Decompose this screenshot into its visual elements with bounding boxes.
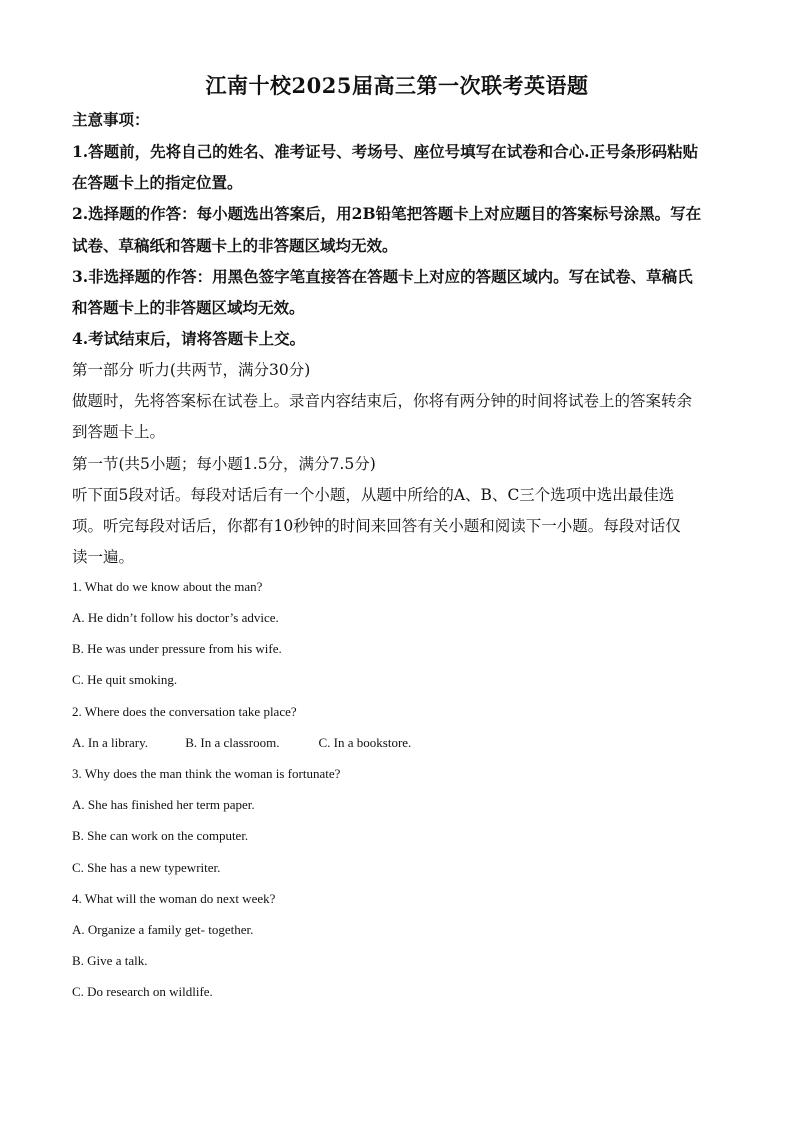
notice-line: 1.答题前，先将自己的姓名、准考证号、考场号、座位号填写在试卷和合心.正号条形码粘贴: [72, 142, 699, 161]
answer-option: B. In a classroom.: [185, 735, 280, 750]
section1-instruction: 听下面5段对话。每段对话后有一个小题，从题中所给的A、B、C三个选项中选出最佳选: [72, 486, 675, 504]
notice-heading: 主意事项：: [72, 110, 150, 129]
answer-option: C. She has a new typewriter.: [72, 860, 221, 875]
part1-instruction: 到答题卡上。: [72, 423, 166, 441]
notice-line: 4.考试结束后，请将答题卡上交。: [72, 329, 306, 348]
notice-line: 试卷、草稿纸和答题卡上的非答题区域均无效。: [72, 236, 398, 255]
part1-instruction: 做题时，先将答案标在试卷上。录音内容结束后，你将有两分钟的时间将试卷上的答案转余: [72, 392, 693, 410]
answer-options-row: [72, 735, 732, 751]
question-stem: 4. What will the woman do next week?: [72, 891, 276, 906]
notice-line: 在答题卡上的指定位置。: [72, 173, 243, 192]
notice-line: 和答题卡上的非答题区域均无效。: [72, 298, 305, 317]
answer-option: C. He quit smoking.: [72, 672, 178, 687]
notice-line: 3.非选择题的作答：用黑色签字笔直接答在答题卡上对应的答题区域内。写在试卷、草稿氏: [72, 267, 693, 286]
section1-heading: 第一节(共5小题；每小题1.5分，满分7.5分): [72, 455, 376, 473]
answer-option: A. She has finished her term paper.: [72, 797, 255, 812]
answer-option: B. Give a talk.: [72, 953, 148, 968]
answer-option: B. He was under pressure from his wife.: [72, 641, 282, 656]
section1-instruction: 读一遍。: [72, 548, 135, 566]
question-stem: 3. Why does the man think the woman is fortunate?: [72, 766, 341, 781]
answer-option: A. He didn’t follow his doctor’s advice.: [72, 610, 279, 625]
answer-option: C. Do research on wildlife.: [72, 984, 213, 999]
answer-option: B. She can work on the computer.: [72, 828, 249, 843]
question-stem: 2. Where does the conversation take place?: [72, 704, 297, 719]
question-stem: 1. What do we know about the man?: [72, 579, 263, 594]
answer-option: A. In a library.: [72, 735, 149, 750]
exam-title: 江南十校2025届高三第一次联考英语题: [205, 73, 589, 98]
answer-option: C. In a bookstore.: [318, 735, 412, 750]
part1-heading: 第一部分 听力(共两节，满分30分): [72, 361, 311, 379]
answer-option: A. Organize a family get- together.: [72, 922, 254, 937]
notice-line: 2.选择题的作答：每小题选出答案后，用2B铅笔把答题卡上对应题目的答案标号涂黑。写在: [72, 204, 702, 223]
section1-instruction: 项。听完每段对话后，你都有10秒钟的时间来回答有关小题和阅读下一小题。每段对话仅: [72, 517, 681, 535]
